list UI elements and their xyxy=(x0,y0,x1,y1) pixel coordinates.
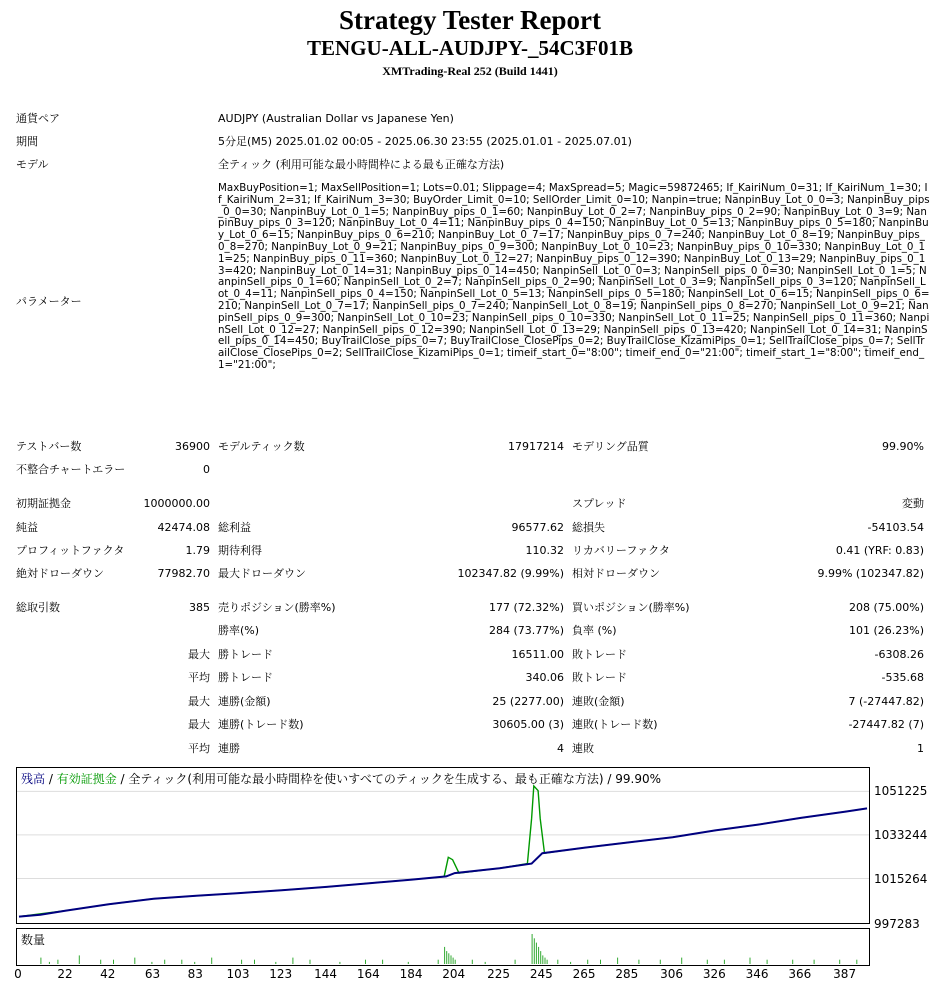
recovery-label: リカバリーファクタ xyxy=(572,544,670,557)
x-tick-label: 326 xyxy=(702,967,726,981)
gross-loss-label: 総損失 xyxy=(572,521,605,534)
legend-sep-2: / xyxy=(116,772,129,786)
avg-cons-losses-label: 連敗 xyxy=(572,742,594,755)
server-build: XMTrading-Real 252 (Build 1441) xyxy=(382,64,558,78)
avg-cons-wins-label: 連勝 xyxy=(218,742,240,755)
avg-cons-losses-value: 1 xyxy=(917,742,924,755)
cons-losses-cnt-label: 連敗(トレード数) xyxy=(572,718,658,731)
quality-value: 99.90% xyxy=(882,440,924,453)
spread-value: 変動 xyxy=(902,497,924,510)
chart-legend xyxy=(21,770,661,787)
recovery-value: 0.41 (YRF: 0.83) xyxy=(835,544,924,557)
short-label: 売りポジション(勝率%) xyxy=(218,601,336,614)
avg-win-label: 勝トレード xyxy=(218,671,273,684)
lossrate-label: 負率 (%) xyxy=(572,624,617,637)
x-tick-label: 0 xyxy=(14,967,22,981)
legend-balance: 残高 xyxy=(21,772,46,786)
volume-bar xyxy=(446,951,447,964)
balance-chart xyxy=(16,767,870,924)
volume-bar xyxy=(164,960,165,964)
avg-cons-wins-value: 4 xyxy=(557,742,564,755)
volume-bar xyxy=(536,943,537,964)
balance-line xyxy=(19,808,867,916)
cons-wins-amt-label: 連勝(金額) xyxy=(218,695,271,708)
volume-bar xyxy=(453,958,454,964)
params-value: MaxBuyPosition=1; MaxSellPosition=1; Lots=0.01; Slippage=4; MaxSpread=5; Magic=59872465; If_KairiNum_0=31; If_KairiNum_1=30; If_KairiNum_2=31; If_KairiNum_3=30; BuyOrder_Limit_0=10; SellOrder_Limit_0=10; Nanpin=true; NanpinBuy_Lot_0_0=3; NanpinBuy_pips_0_0=30; NanpinBuy_Lot_0_1=5; NanpinBuy_pips_0_1=60; NanpinBuy_Lot_0_2=7; NanpinBuy_pips_0_2=90; NanpinBuy_Lot_0_3=9; NanpinBuy_pips_0_3=120; NanpinBuy_Lot_0_4=11; NanpinBuy_pips_0_4=150; NanpinBuy_Lot_0_5=13; NanpinBuy_pips_0_5=180; NanpinBuy_Lot_0_6=15; NanpinBuy_pips_0_6=210; NanpinBuy_Lot_0_7=17; NanpinBuy_pips_0_7=240; NanpinBuy_Lot_0_8=19; NanpinBuy_pips_0_8=270; NanpinBuy_Lot_0_9=21; NanpinBuy_pips_0_9=300; NanpinBuy_Lot_0_10=23; NanpinBuy_pips_0_10=330; NanpinBuy_Lot_0_11=25; NanpinBuy_pips_0_11=360; NanpinBuy_Lot_0_12=27; NanpinBuy_pips_0_12=390; NanpinBuy_Lot_0_13=29; NanpinBuy_pips_0_13=420; NanpinBuy_Lot_0_14=31; NanpinBuy_pips_0_14=450; NanpinSell_Lot_0_0=3; NanpinSell_pips_0_0=30; NanpinSell_Lot_0_1=5; NanpinSell_pips_0_1=60; NanpinSell_Lot_0_2=7; NanpinSell_pips_0_2=90; NanpinSell_Lot_0_3=9; NanpinSell_pips_0_3=120; NanpinSell_Lot_0_4=11; NanpinSell_pips_0_4=150; NanpinSell_Lot_0_5=13; NanpinSell_pips_0_5=180; NanpinSell_Lot_0_6=15; NanpinSell_pips_0_6=210; NanpinSell_Lot_0_7=17; NanpinSell_pips_0_7=240; NanpinSell_Lot_0_8=19; NanpinSell_pips_0_8=270; NanpinSell_Lot_0_9=21; NanpinSell_pips_0_9=300; NanpinSell_Lot_0_10=23; NanpinSell_pips_0_10=330; NanpinSell_Lot_0_11=25; NanpinSell_pips_0_11=360; NanpinSell_Lot_0_12=27; NanpinSell_pips_0_12=390; NanpinSell_Lot_0_13=29; NanpinSell_pips_0_13=420; NanpinSell_Lot_0_14=31; NanpinSell_pips_0_14=450; BuyTrailClose_pips_0=7; BuyTrailClose_ClosePips_0=2; BuyTrailClose_KizamiPips_0=1; SellTrailClose_pips_0=7; SellTrailClose_ClosePips_0=2; SellTrailClose_KizamiPips_0=1; timeif_start_0="8:00"; timeif_end_0="21:00"; timeif_start_1="8:00"; timeif_end_1="21:00"; xyxy=(218,182,930,371)
volume-bar xyxy=(194,962,195,964)
volume-bar xyxy=(540,951,541,964)
volume-bar xyxy=(181,960,182,964)
mismatch-label: 不整合チャートエラー xyxy=(16,463,126,476)
volume-bar xyxy=(57,960,58,964)
cons-cnt-prefix: 最大 xyxy=(188,718,210,731)
ticks-label: モデルティック数 xyxy=(218,440,305,453)
winrate-value: 284 (73.77%) xyxy=(488,624,564,637)
x-tick-label: 225 xyxy=(487,967,511,981)
volume-bar xyxy=(660,960,661,964)
volume-bar xyxy=(856,960,857,964)
cons-losses-cnt-value: -27447.82 (7) xyxy=(848,718,924,731)
ea-name: TENGU-ALL-AUDJPY-_54C3F01B xyxy=(307,36,633,60)
x-tick-label: 387 xyxy=(833,967,857,981)
volume-bar xyxy=(254,960,255,964)
long-label: 買いポジション(勝率%) xyxy=(572,601,690,614)
volume-bar xyxy=(707,960,708,964)
volume-bar xyxy=(40,958,41,964)
x-tick-label: 346 xyxy=(745,967,769,981)
x-tick-label: 245 xyxy=(529,967,553,981)
legend-sep-1: / xyxy=(45,772,57,786)
abs-dd-value: 77982.70 xyxy=(157,567,210,580)
volume-bar xyxy=(767,960,768,964)
volume-bar xyxy=(211,958,212,964)
x-tick-label: 285 xyxy=(615,967,639,981)
params-label: パラメーター xyxy=(16,295,82,308)
volume-bar xyxy=(275,962,276,964)
volume-bar xyxy=(382,960,383,964)
volume-bar xyxy=(617,958,618,964)
gross-loss-value: -54103.54 xyxy=(867,521,924,534)
volume-bar xyxy=(792,960,793,964)
lossrate-value: 101 (26.23%) xyxy=(848,624,924,637)
net-value: 42474.08 xyxy=(157,521,210,534)
expected-label: 期待利得 xyxy=(218,544,262,557)
deposit-value: 1000000.00 xyxy=(143,497,210,510)
quality-label: モデリング品質 xyxy=(572,440,649,453)
largest-win-label: 勝トレード xyxy=(218,648,273,661)
max-dd-label: 最大ドローダウン xyxy=(218,567,306,580)
period-label: 期間 xyxy=(16,135,38,148)
rel-dd-label: 相対ドローダウン xyxy=(572,567,660,580)
volume-bar xyxy=(151,962,152,964)
pair-label: 通貨ペア xyxy=(16,112,60,125)
volume-label: 数量 xyxy=(21,933,46,947)
bars-label: テストバー数 xyxy=(16,440,82,453)
volume-bar xyxy=(241,960,242,964)
x-tick-label: 164 xyxy=(356,967,380,981)
report-header xyxy=(0,5,940,79)
volume-bar xyxy=(451,955,452,964)
volume-bar xyxy=(681,958,682,964)
pf-value: 1.79 xyxy=(185,544,210,557)
cons-wins-cnt-label: 連勝(トレード数) xyxy=(218,718,304,731)
x-tick-label: 265 xyxy=(572,967,596,981)
legend-description: 全ティック(利用可能な最小時間枠を使いすべてのティックを生成する、最も正確な方法) / 99.90% xyxy=(128,772,662,786)
abs-dd-label: 絶対ドローダウン xyxy=(16,567,104,580)
volume-bar xyxy=(100,960,101,964)
volume-bar xyxy=(638,960,639,964)
volume-bar xyxy=(444,947,445,964)
avg-loss-value: -535.68 xyxy=(881,671,924,684)
x-tick-label: 366 xyxy=(788,967,812,981)
cons-losses-amt-label: 連敗(金額) xyxy=(572,695,625,708)
cons-amt-prefix: 最大 xyxy=(188,695,210,708)
volume-bar xyxy=(408,962,409,964)
volume-bar xyxy=(587,960,588,964)
volume-bar xyxy=(455,960,456,964)
y-tick-2: 1015264 xyxy=(874,872,928,886)
volume-chart xyxy=(16,928,870,966)
ticks-value: 17917214 xyxy=(508,440,564,453)
x-tick-label: 83 xyxy=(187,967,203,981)
volume-bar xyxy=(532,934,533,964)
bars-value: 36900 xyxy=(175,440,210,453)
volume-bar xyxy=(600,960,601,964)
largest-win-value: 16511.00 xyxy=(511,648,564,661)
volume-bar xyxy=(472,960,473,964)
expected-value: 110.32 xyxy=(525,544,564,557)
equity-line xyxy=(19,786,867,917)
volume-bar xyxy=(310,960,311,964)
volume-bar xyxy=(750,958,751,964)
gross-profit-label: 総利益 xyxy=(218,521,251,534)
volume-bar xyxy=(542,955,543,964)
max-dd-value: 102347.82 (9.99%) xyxy=(457,567,564,580)
volume-bar xyxy=(438,960,439,964)
pair-value: AUDJPY (Australian Dollar vs Japanese Yen) xyxy=(218,112,454,125)
volume-bar xyxy=(545,958,546,964)
volume-bar xyxy=(49,962,50,964)
avg-cons-prefix: 平均 xyxy=(188,742,210,755)
largest-prefix: 最大 xyxy=(188,648,210,661)
x-tick-label: 184 xyxy=(399,967,423,981)
volume-bar xyxy=(724,960,725,964)
spread-label: スプレッド xyxy=(572,497,627,510)
average-prefix: 平均 xyxy=(188,671,210,684)
gross-profit-value: 96577.62 xyxy=(511,521,564,534)
x-tick-label: 144 xyxy=(314,967,338,981)
x-tick-label: 306 xyxy=(660,967,684,981)
mismatch-value: 0 xyxy=(203,463,210,476)
short-value: 177 (72.32%) xyxy=(488,601,564,614)
x-tick-label: 63 xyxy=(144,967,161,981)
winrate-label: 勝率(%) xyxy=(218,624,260,637)
largest-loss-label: 敗トレード xyxy=(572,648,627,661)
volume-chart-svg xyxy=(17,929,869,965)
x-tick-label: 42 xyxy=(100,967,116,981)
volume-bar xyxy=(448,953,449,964)
model-value: 全ティック (利用可能な最小時間枠による最も正確な方法) xyxy=(218,158,505,171)
x-tick-label: 204 xyxy=(442,967,466,981)
net-label: 純益 xyxy=(16,521,38,534)
volume-bar xyxy=(134,958,135,964)
volume-bar xyxy=(547,960,548,964)
long-value: 208 (75.00%) xyxy=(848,601,924,614)
model-label: モデル xyxy=(16,158,49,171)
cons-losses-amt-value: 7 (-27447.82) xyxy=(848,695,924,708)
deposit-label: 初期証拠金 xyxy=(16,497,71,510)
volume-bar xyxy=(557,960,558,964)
volume-bar xyxy=(538,947,539,964)
volume-bar xyxy=(292,958,293,964)
period-value: 5分足(M5) 2025.01.02 00:05 - 2025.06.30 23:55 (2025.01.01 - 2025.07.01) xyxy=(218,135,632,148)
volume-bar xyxy=(814,960,815,964)
report-title: Strategy Tester Report xyxy=(339,5,601,35)
y-tick-0: 1051225 xyxy=(874,784,928,798)
pf-label: プロフィットファクタ xyxy=(16,544,125,557)
volume-bar xyxy=(339,962,340,964)
avg-loss-label: 敗トレード xyxy=(572,671,627,684)
volume-bar xyxy=(534,938,535,964)
volume-bar xyxy=(485,962,486,964)
balance-chart-svg xyxy=(17,768,869,923)
x-tick-label: 103 xyxy=(226,967,250,981)
y-tick-1: 1033244 xyxy=(874,828,928,842)
cons-wins-cnt-value: 30605.00 (3) xyxy=(492,718,564,731)
largest-loss-value: -6308.26 xyxy=(874,648,924,661)
cons-wins-amt-value: 25 (2277.00) xyxy=(492,695,564,708)
volume-bar xyxy=(79,955,80,964)
x-tick-label: 22 xyxy=(57,967,73,981)
volume-bar xyxy=(839,960,840,964)
y-tick-3: 997283 xyxy=(874,917,920,931)
rel-dd-value: 9.99% (102347.82) xyxy=(817,567,924,580)
legend-equity: 有効証拠金 xyxy=(56,772,117,786)
avg-win-value: 340.06 xyxy=(525,671,564,684)
volume-bar xyxy=(515,960,516,964)
x-tick-label: 123 xyxy=(269,967,293,981)
trades-value: 385 xyxy=(189,601,210,614)
volume-bar xyxy=(113,960,114,964)
volume-bar xyxy=(570,962,571,964)
volume-bar xyxy=(365,960,366,964)
trades-label: 総取引数 xyxy=(16,601,60,614)
